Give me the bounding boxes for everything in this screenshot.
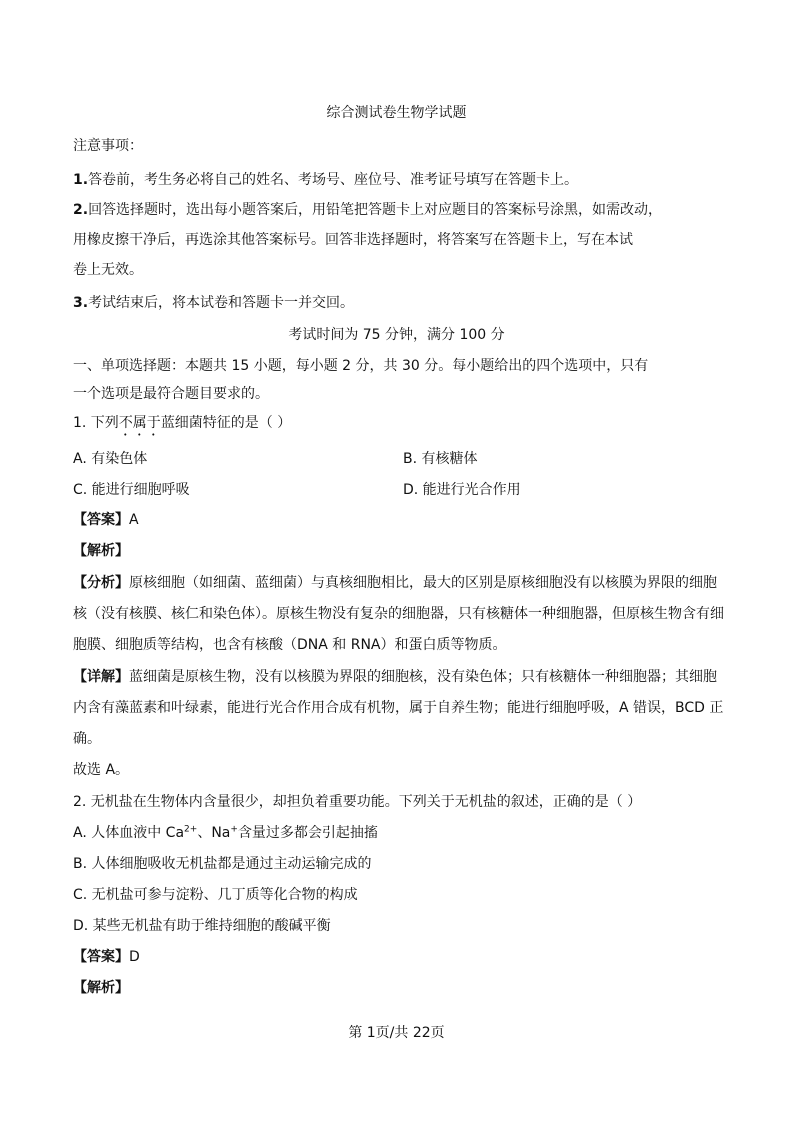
question-1-fenxi-line-2: 核（没有核膜、核仁和染色体）。原核生物没有复杂的细胞器，只有核糖体一种细胞器，但原核生物含有细 [73, 606, 724, 622]
question-1-xiangjie-text-1: 蓝细菌是原核生物，没有以核膜为界限的细胞核，没有染色体；只有核糖体一种细胞器；其细胞 [129, 669, 717, 685]
question-1-stem [73, 413, 291, 439]
question-2-answer [73, 947, 140, 967]
question-2-option-a-mid: 、Na [197, 825, 231, 841]
question-2-option-a-sup-1: 2+ [184, 824, 198, 835]
question-1-stem-suffix: 蓝细菌特征的是（ ） [160, 415, 292, 431]
question-1-answer-value: A [129, 512, 139, 528]
question-1-xiangjie-line-1 [73, 667, 717, 687]
question-2-option-c: C. 无机盐可参与淀粉、几丁质等化合物的构成 [73, 887, 358, 903]
question-1-answer [73, 510, 139, 530]
notice-item-2-line-2: 用橡皮擦干净后，再选涂其他答案标号。回答非选择题时，将答案写在答题卡上，写在本试 [73, 232, 633, 248]
question-1-fenxi-tag: 【分析】 [73, 575, 129, 591]
question-1-xiangjie-line-2: 内含有藻蓝素和叶绿素，能进行光合作用合成有机物，属于自养生物；能进行细胞呼吸，A 错误，BCD 正 [73, 700, 724, 716]
question-2-stem: 2. 无机盐在生物体内含量很少，却担负着重要功能。下列关于无机盐的叙述，正确的是（ ） [73, 794, 642, 810]
notice-item-3-number: 3. [73, 295, 89, 311]
notice-item-2-number: 2. [73, 202, 89, 218]
section-1-instruction-line-2: 一个选项是最符合题目要求的。 [73, 386, 269, 402]
question-1-option-d: D. 能进行光合作用 [403, 482, 521, 498]
section-1-instruction-line-1: 一、单项选择题：本题共 15 小题，每小题 2 分，共 30 分。每小题给出的四个选项中，只有 [73, 358, 649, 374]
question-2-option-d: D. 某些无机盐有助于维持细胞的酸碱平衡 [73, 918, 331, 934]
question-1-stem-prefix: 1. 下列 [73, 415, 119, 431]
notice-item-2-line-1: 回答选择题时，选出每小题答案后，用铅笔把答题卡上对应题目的答案标号涂黑，如需改动， [88, 202, 663, 218]
question-1-option-a: A. 有染色体 [73, 451, 148, 467]
question-1-emphasis: 不属于 [118, 415, 161, 431]
question-1-xiangjie-line-3: 确。 [73, 731, 101, 747]
notice-item-3-text: 考试结束后，将本试卷和答题卡一并交回。 [88, 295, 355, 311]
question-1-option-b: B. 有核糖体 [403, 451, 478, 467]
notice-item-1 [73, 170, 578, 190]
exam-time: 考试时间为 75 分钟，满分 100 分 [288, 327, 505, 343]
notice-heading: 注意事项： [73, 138, 143, 154]
question-2-answer-tag: 【答案】 [73, 949, 129, 965]
question-2-option-a [73, 823, 378, 843]
question-2-analysis-tag: 【解析】 [73, 980, 129, 996]
question-2-option-a-pre: A. 人体血液中 Ca [73, 825, 185, 841]
question-2-answer-value: D [129, 949, 140, 965]
question-1-fenxi-line-3: 胞膜、细胞质等结构，也含有核酸（DNA 和 RNA）和蛋白质等物质。 [73, 637, 507, 653]
question-1-conclusion: 故选 A。 [73, 762, 130, 778]
notice-item-2 [73, 200, 662, 220]
question-1-analysis-tag: 【解析】 [73, 543, 129, 559]
question-1-answer-tag: 【答案】 [73, 512, 129, 528]
notice-item-1-number: 1. [73, 172, 89, 188]
notice-item-2-line-3: 卷上无效。 [73, 262, 143, 278]
question-1-fenxi-line-1 [73, 573, 717, 593]
page-title: 综合测试卷生物学试题 [326, 105, 467, 121]
notice-item-3 [73, 293, 354, 313]
question-1-xiangjie-tag: 【详解】 [73, 669, 129, 685]
notice-item-1-text: 答卷前，考生务必将自己的姓名、考场号、座位号、准考证号填写在答题卡上。 [88, 172, 579, 188]
question-1-option-c: C. 能进行细胞呼吸 [73, 482, 190, 498]
question-2-option-a-sup-2: + [230, 824, 238, 835]
page-footer: 第 1页/共 22页 [348, 1025, 445, 1041]
question-1-fenxi-text-1: 原核细胞（如细菌、蓝细菌）与真核细胞相比，最大的区别是原核细胞没有以核膜为界限的细胞 [129, 575, 717, 591]
question-2-option-b: B. 人体细胞吸收无机盐都是通过主动运输完成的 [73, 856, 372, 872]
question-2-option-a-post: 含量过多都会引起抽搐 [237, 825, 378, 841]
